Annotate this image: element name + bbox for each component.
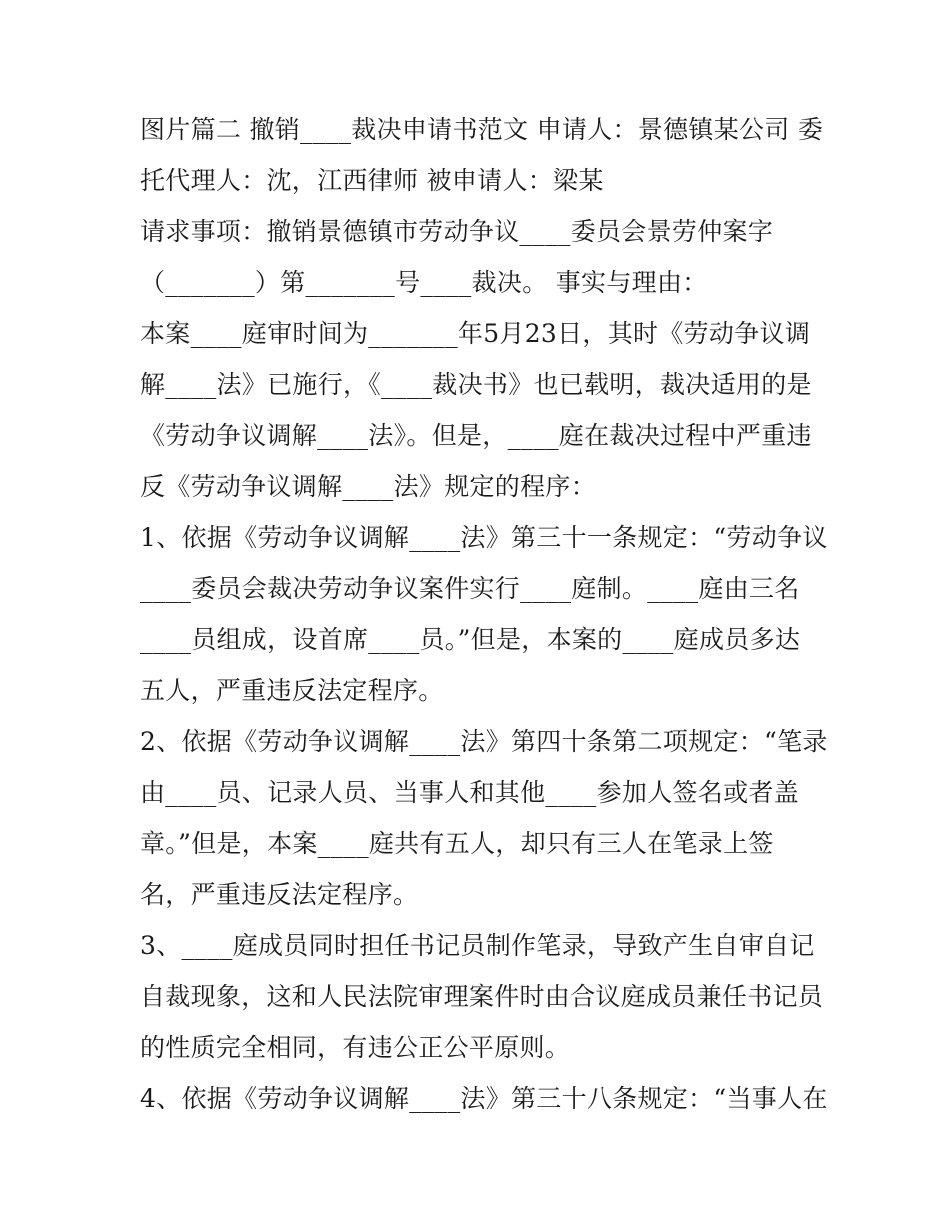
text-line: 3、____庭成员同时担任书记员制作笔录，导致产生自审自记 [140,931,815,960]
text-line: 名，严重违反法定程序。 [140,880,419,909]
text-line: 1、依据《劳动争议调解____法》第三十一条规定：“劳动争议 [140,523,828,552]
text-line: 《劳动争议调解____法》。但是，____庭在裁决过程中严重违 [140,421,812,450]
text-line: 请求事项：撤销景德镇市劳动争议____委员会景劳仲案字 [140,217,774,246]
text-line: 2、依据《劳动争议调解____法》第四十条第二项规定：“笔录 [140,727,828,756]
text-line: （_______）第_______号____裁决。 事实与理由： [140,268,708,297]
text-line: 反《劳动争议调解____法》规定的程序： [140,472,597,501]
text-line: 图片篇二 撤销____裁决申请书范文 申请人：景德镇某公司 委 [140,115,824,144]
text-line: ____员组成，设首席____员。”但是，本案的____庭成员多达 [140,625,801,654]
text-line: ____委员会裁决劳动争议案件实行____庭制。____庭由三名 [140,574,800,603]
text-line: 托代理人：沈，江西律师 被申请人：梁某 [140,166,604,195]
text-line: 4、依据《劳动争议调解____法》第三十八条规定：“当事人在 [140,1084,828,1113]
text-line: 本案____庭审时间为_______年5月23日，其时《劳动争议调 [140,319,811,348]
text-line: 章。”但是，本案____庭共有五人，却只有三人在笔录上签 [140,829,774,858]
text-line: 解____法》已施行，《____裁决书》也已载明，裁决适用的是 [140,370,812,399]
text-line: 的性质完全相同，有违公正公平原则。 [140,1033,571,1062]
text-line: 由____员、记录人员、当事人和其他____参加人签名或者盖 [140,778,800,807]
text-line: 自裁现象，这和人民法院审理案件时由合议庭成员兼任书记员 [140,982,824,1011]
text-line: 五人，严重违反法定程序。 [140,676,444,705]
